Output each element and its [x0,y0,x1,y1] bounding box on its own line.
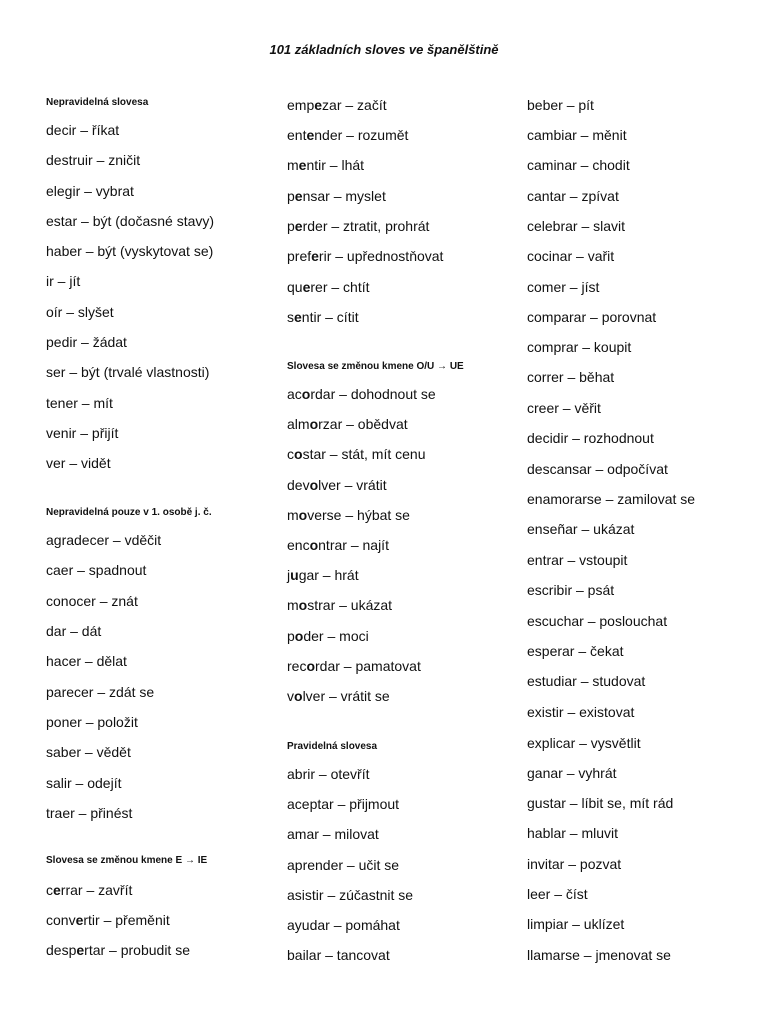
verb-entry [287,796,399,812]
verb-text-rest: ntir – cítit [301,309,359,325]
verb-text: comparar – porovnat [527,309,657,325]
verb-entry [287,127,408,143]
verb-entry [527,400,601,416]
verb-text: hacer – dělat [46,653,127,669]
verb-text: cambiar – měnit [527,127,627,143]
verb-text: invitar – pozvat [527,856,622,872]
verb-text: comprar – koupit [527,339,632,355]
verb-entry [287,157,364,173]
verb-text-rest: rtir – přeměnit [83,912,170,928]
verb-text: p [287,218,295,234]
verb-text: entrar – vstoupit [527,552,628,568]
stem-change-letter: e [294,218,303,234]
verb-text: bailar – tancovat [287,947,390,963]
verb-entry [527,521,634,537]
verb-text: existir – existovat [527,704,635,720]
verb-text: p [287,188,295,204]
verb-entry [527,127,627,143]
verb-entry [527,613,667,629]
verb-entry [287,917,400,933]
verb-entry [287,507,410,523]
verb-text: oír – slyšet [46,304,114,320]
verb-entry [527,552,627,568]
stem-change-letter: u [290,567,299,583]
verb-text-rest: rdar – pamatovat [315,658,421,674]
verb-text: limpiar – uklízet [527,916,625,932]
verb-text-rest: rtar – probudit se [84,942,190,958]
verb-entry [46,213,214,229]
stem-change-letter: e [314,97,323,113]
verb-text-rest: gar – hrát [298,567,359,583]
verb-entry [287,248,443,264]
verb-entry [527,947,671,963]
verb-entry [287,887,413,903]
verb-entry [287,567,359,583]
stem-change-letter: o [294,688,303,704]
verb-entry [287,218,429,234]
verb-text: caminar – chodit [527,157,630,173]
section-heading: Nepravidelná slovesa [46,97,149,108]
verb-text: enc [287,537,310,553]
verb-entry [287,766,369,782]
verb-text-rest: der – moci [303,628,369,644]
verb-entry [46,562,146,578]
verb-text: poner – položit [46,714,138,730]
verb-text-rest: rir – upřednostňovat [318,248,444,264]
stem-change-letter: o [298,597,308,613]
verb-text: comer – jíst [527,279,600,295]
verb-text: enseñar – ukázat [527,521,635,537]
stem-change-letter: o [309,537,319,553]
verb-text: dev [287,477,310,493]
verb-entry [527,825,618,841]
verb-entry [527,916,624,932]
verb-entry [527,795,673,811]
verb-text-rest: rder – ztratit, prohrát [302,218,430,234]
verb-text: amar – milovat [287,826,379,842]
stem-change-letter: e [53,882,61,898]
verb-text: abrir – otevřít [287,766,370,782]
verb-entry [527,735,641,751]
verb-entry [46,425,118,441]
verb-entry [527,673,645,689]
verb-text: v [287,688,294,704]
verb-entry [46,273,80,289]
section-heading: Nepravidelná pouze v 1. osobě j. č. [46,507,212,518]
verb-text-rest: star – stát, mít cenu [302,446,426,462]
verb-entry [527,856,621,872]
verb-entry [287,416,408,432]
verb-text-rest: lver – vrátit se [302,688,390,704]
verb-text-rest: zar – začít [322,97,387,113]
verb-entry [287,826,379,842]
verb-entry [46,882,132,898]
verb-text-rest: rer – chtít [310,279,370,295]
verb-text: beber – pít [527,97,594,113]
verb-entry [287,597,392,613]
verb-text: aceptar – přijmout [287,796,400,812]
verb-entry [527,157,630,173]
section-heading: Pravidelná slovesa [287,741,378,752]
verb-entry [46,455,111,471]
verb-entry [46,714,138,730]
verb-text: gustar – líbit se, mít rád [527,795,674,811]
stem-change-letter: o [309,416,319,432]
verb-text: emp [287,97,315,113]
verb-text: cantar – zpívat [527,188,619,204]
verb-text: leer – číst [527,886,588,902]
stem-change-letter: o [298,507,308,523]
verb-text: dar – dát [46,623,102,639]
verb-text: elegir – vybrat [46,183,134,199]
verb-entry [46,775,121,791]
verb-entry [287,857,399,873]
verb-text: escuchar – poslouchat [527,613,668,629]
stem-change-letter: o [309,477,319,493]
verb-text: estudiar – studovat [527,673,646,689]
verb-entry [527,491,695,507]
stem-change-letter: o [294,446,303,462]
stem-change-letter: e [294,309,302,325]
verb-text: s [287,309,294,325]
verb-entry [46,334,127,350]
verb-entry [527,430,654,446]
verb-text: hablar – mluvit [527,825,619,841]
verb-entry [287,309,359,325]
verb-text: conocer – znát [46,593,138,609]
verb-text: c [46,882,53,898]
verb-entry [46,942,190,958]
stem-change-letter: e [302,279,311,295]
verb-text: decir – říkat [46,122,120,138]
verb-text: pedir – žádat [46,334,127,350]
verb-text-rest: rrar – zavřít [60,882,133,898]
verb-text: celebrar – slavit [527,218,626,234]
verb-entry [46,395,113,411]
verb-text: llamarse – jmenovat se [527,947,671,963]
verb-entry [527,886,588,902]
verb-entry [527,461,668,477]
verb-entry [287,477,387,493]
verb-entry [46,805,132,821]
verb-text: destruir – zničit [46,152,141,168]
verb-text: descansar – odpočívat [527,461,668,477]
verb-entry [287,279,370,295]
verb-text: qu [287,279,303,295]
verb-entry [527,369,614,385]
verb-text: m [287,507,299,523]
verb-text-rest: rdar – dohodnout se [310,386,436,402]
verb-text: m [287,157,299,173]
stem-change-letter: o [306,658,316,674]
verb-text: escribir – psát [527,582,615,598]
verb-text: salir – odejít [46,775,122,791]
stem-change-letter: o [294,628,304,644]
stem-change-letter: e [306,127,315,143]
verb-entry [527,582,614,598]
verb-text: estar – být (dočasné stavy) [46,213,215,229]
verb-entry [46,684,154,700]
verb-text: ser – být (trvalé vlastnosti) [46,364,210,380]
verb-entry [527,765,617,781]
section-heading: Slovesa se změnou kmene E → IE [46,855,208,866]
verb-text: ir – jít [46,273,81,289]
verb-text: venir – přijít [46,425,119,441]
verb-text: tener – mít [46,395,113,411]
verb-text-rest: rzar – obědvat [318,416,408,432]
section-heading: Slovesa se změnou kmene O/U → UE [287,361,464,372]
verb-entry [287,658,421,674]
verb-text: caer – spadnout [46,562,147,578]
verb-entry [46,623,101,639]
verb-entry [287,947,390,963]
verb-entry [527,97,594,113]
verb-text-rest: verse – hýbat se [307,507,410,523]
verb-text: creer – věřit [527,400,601,416]
verb-text: explicar – vysvětlit [527,735,641,751]
verb-entry [287,446,426,462]
stem-change-letter: e [76,942,85,958]
verb-entry [46,744,131,760]
verb-text-rest: ntir – lhát [306,157,365,173]
verb-entry [527,188,619,204]
verb-text: agradecer – vděčit [46,532,162,548]
verb-text: ganar – vyhrát [527,765,617,781]
verb-entry [46,364,209,380]
stem-change-letter: e [75,912,84,928]
verb-text: ent [287,127,307,143]
verb-entry [287,628,369,644]
verb-entry [46,532,161,548]
verb-text: c [287,446,294,462]
verb-entry [46,912,170,928]
page-title: 101 základních sloves ve španělštině [269,42,499,57]
verb-text: conv [46,912,76,928]
verb-text: m [287,597,299,613]
verb-entry [46,304,114,320]
verb-text: enamorarse – zamilovat se [527,491,696,507]
verb-entry [46,122,119,138]
verb-entry [287,97,387,113]
verb-text: parecer – zdát se [46,684,155,700]
verb-text: ayudar – pomáhat [287,917,400,933]
verb-text-rest: ntrar – najít [318,537,389,553]
verb-text: desp [46,942,77,958]
verb-text: correr – běhat [527,369,615,385]
verb-text: pref [287,248,312,264]
verb-entry [527,704,634,720]
stem-change-letter: o [301,386,311,402]
verb-text-rest: lver – vrátit [318,477,387,493]
verb-entry [287,688,390,704]
verb-text: alm [287,416,310,432]
verb-text: traer – přinést [46,805,133,821]
verb-text: aprender – učit se [287,857,400,873]
verb-entry [527,248,614,264]
verb-entry [287,188,386,204]
verb-text-rest: nsar – myslet [302,188,386,204]
verb-text: haber – být (vyskytovat se) [46,243,214,259]
verb-entry [527,309,656,325]
verb-entry [527,643,624,659]
verb-text-rest: strar – ukázat [307,597,393,613]
verb-text: saber – vědět [46,744,131,760]
verb-text: esperar – čekat [527,643,624,659]
verb-text: j [287,567,291,583]
verb-entry [527,339,631,355]
verb-text-rest: nder – rozumět [314,127,409,143]
verb-text: ac [287,386,302,402]
verb-text: decidir – rozhodnout [527,430,654,446]
verb-entry [46,183,134,199]
verb-entry [46,152,140,168]
stem-change-letter: e [311,248,319,264]
stem-change-letter: e [298,157,307,173]
verb-entry [287,537,389,553]
verb-text: ver – vidět [46,455,111,471]
verb-text: p [287,628,295,644]
verb-entry [287,386,436,402]
verb-entry [46,653,127,669]
verb-text: asistir – zúčastnit se [287,887,414,903]
verb-entry [527,218,625,234]
verb-text: cocinar – vařit [527,248,615,264]
verb-entry [46,243,213,259]
verb-entry [527,279,599,295]
verb-text: rec [287,658,307,674]
verb-entry [46,593,138,609]
stem-change-letter: e [294,188,303,204]
